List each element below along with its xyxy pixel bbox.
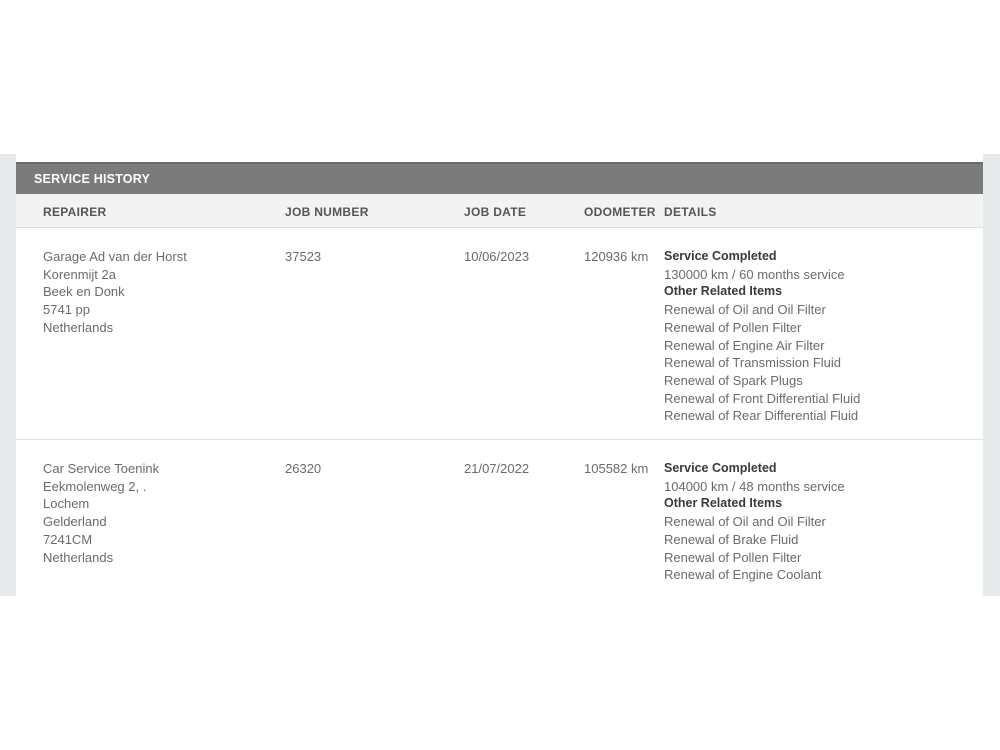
related-item: Renewal of Front Differential Fluid [664, 390, 861, 406]
repairer-address-line: 7241CM [43, 531, 93, 547]
repairer-address-line: Eekmolenweg 2, . [43, 478, 147, 494]
service-completed-heading: Service Completed [664, 461, 777, 475]
service-description: 130000 km / 60 months service [664, 266, 845, 282]
column-header-job-date: JOB DATE [464, 205, 527, 219]
odometer-cell: 105582 km [584, 461, 649, 476]
repairer-address-line: Korenmijt 2a [43, 266, 116, 282]
related-item: Renewal of Rear Differential Fluid [664, 408, 859, 424]
repairer-address-line: Lochem [43, 496, 90, 512]
related-item: Renewal of Oil and Oil Filter [664, 302, 826, 318]
repairer-cell [43, 248, 187, 337]
odometer-cell: 120936 km [584, 249, 649, 264]
table-row [16, 440, 983, 596]
related-item: Renewal of Pollen Filter [664, 319, 802, 335]
section-header [16, 162, 983, 194]
related-item: Renewal of Brake Fluid [664, 531, 799, 547]
repairer-address-line: Netherlands [43, 549, 114, 565]
job-date-cell: 10/06/2023 [464, 249, 530, 264]
column-header-details: DETAILS [664, 205, 717, 219]
other-related-items-heading: Other Related Items [664, 284, 783, 299]
table-row [16, 228, 983, 440]
service-completed-heading: Service Completed [664, 249, 777, 263]
repairer-cell [43, 460, 159, 566]
job-number-cell: 37523 [285, 249, 322, 264]
repairer-address-line: Netherlands [43, 319, 114, 335]
details-cell [664, 460, 845, 584]
related-item: Renewal of Oil and Oil Filter [664, 514, 826, 530]
other-related-items-heading: Other Related Items [664, 496, 783, 511]
column-header-job-number: JOB NUMBER [285, 205, 369, 219]
section-title: SERVICE HISTORY [34, 172, 150, 186]
repairer-name: Garage Ad van der Horst [43, 249, 187, 264]
related-item: Renewal of Spark Plugs [664, 372, 803, 388]
column-header-odometer: ODOMETER [584, 205, 656, 219]
related-item: Renewal of Transmission Fluid [664, 355, 842, 371]
details-cell [664, 248, 860, 425]
service-history-panel [16, 154, 983, 596]
service-description: 104000 km / 48 months service [664, 478, 845, 494]
related-item: Renewal of Pollen Filter [664, 549, 802, 565]
service-history-viewport [0, 154, 1000, 596]
repairer-address-line: Gelderland [43, 514, 107, 530]
repairer-name: Car Service Toenink [43, 461, 160, 476]
related-item: Renewal of Engine Air Filter [664, 337, 825, 353]
repairer-address-line: Beek en Donk [43, 284, 125, 300]
column-header-repairer: REPAIRER [43, 205, 107, 219]
related-item: Renewal of Engine Coolant [664, 567, 822, 583]
table-header-row [16, 194, 983, 228]
job-number-cell: 26320 [285, 461, 322, 476]
repairer-address-line: 5741 pp [43, 302, 90, 318]
job-date-cell: 21/07/2022 [464, 461, 530, 476]
